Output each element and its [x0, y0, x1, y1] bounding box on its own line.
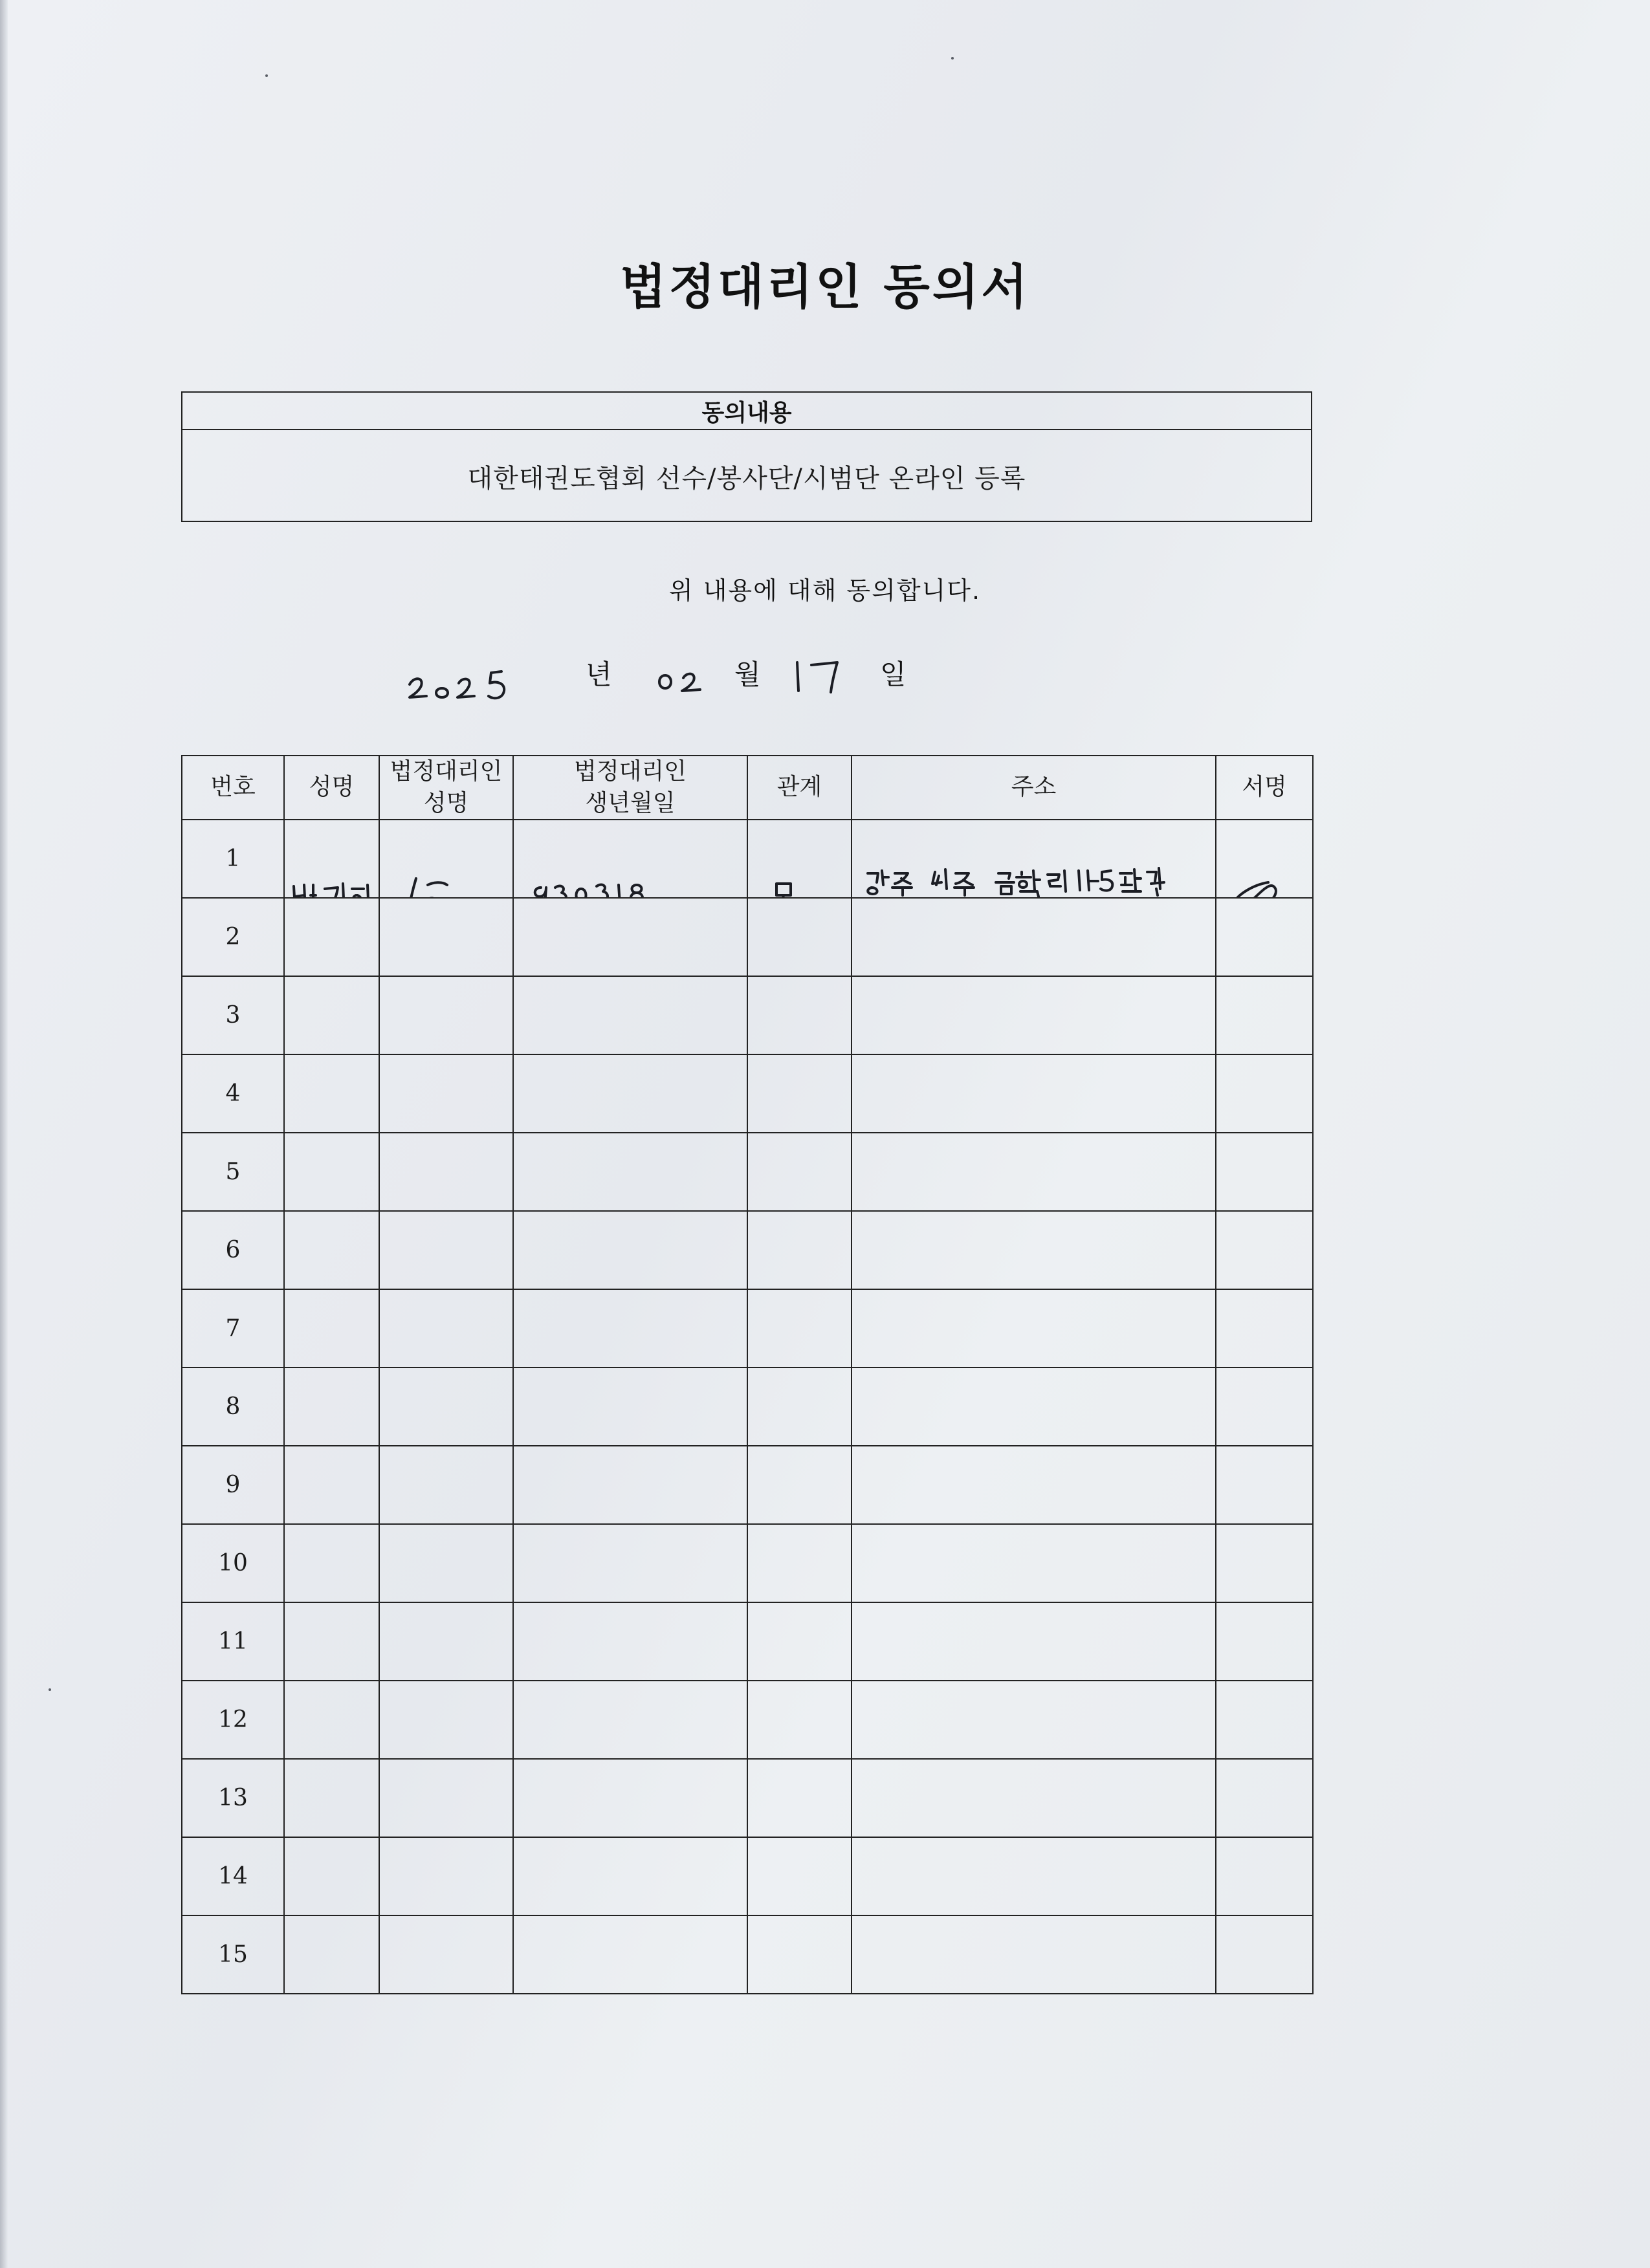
address-cell[interactable] — [852, 1837, 1216, 1915]
year-label: 년 — [586, 659, 612, 690]
address-cell[interactable] — [852, 1602, 1216, 1681]
table-row — [182, 1054, 1313, 1133]
row-number: 7 — [182, 1289, 284, 1368]
guardian-birth-cell[interactable] — [513, 1524, 747, 1602]
signature-cell[interactable] — [1216, 1759, 1313, 1837]
handwritten-relation — [748, 859, 852, 899]
signature-cell[interactable] — [1216, 1133, 1313, 1211]
header-guardian-name-line2: 성명 — [423, 789, 469, 816]
relation-cell[interactable] — [747, 976, 852, 1054]
handwritten-month — [654, 666, 712, 699]
header-guardian-name-line1: 법정대리인 — [390, 758, 503, 785]
guardian-birth-cell[interactable] — [513, 1602, 747, 1681]
month-label: 월 — [734, 659, 761, 690]
handwritten-name-strokes — [285, 859, 379, 899]
row-number: 1 — [182, 820, 284, 898]
signature-cell[interactable] — [1216, 1915, 1313, 1994]
guardian-name-cell[interactable] — [379, 1915, 513, 1994]
scan-edge-shadow — [0, 0, 8, 2268]
guardian-name-cell[interactable] — [379, 1446, 513, 1524]
signature-cell[interactable] — [1216, 1602, 1313, 1681]
address-cell[interactable] — [852, 976, 1216, 1054]
relation-cell[interactable] — [747, 1837, 852, 1915]
table-row — [182, 1133, 1313, 1211]
header-signature: 서명 — [1216, 756, 1313, 820]
relation-cell[interactable] — [747, 1211, 852, 1289]
header-guardian-birth — [513, 756, 747, 820]
table-row — [182, 1524, 1313, 1602]
signature-cell[interactable] — [1216, 1681, 1313, 1759]
signature-cell[interactable] — [1216, 1524, 1313, 1602]
table-row — [182, 1602, 1313, 1681]
table-row — [182, 1368, 1313, 1446]
name-cell[interactable] — [284, 1837, 379, 1915]
guardian-signature-name — [379, 820, 513, 898]
table-row — [182, 1915, 1313, 1994]
header-guardian-birth-line1: 법정대리인 — [574, 758, 687, 785]
address-cell[interactable] — [852, 1681, 1216, 1759]
guardian-birth-cell[interactable] — [513, 1054, 747, 1133]
row-number: 4 — [182, 1054, 284, 1133]
guardian-name-cell[interactable] — [379, 1524, 513, 1602]
consent-heading: 동의내용 — [182, 393, 1311, 430]
relation-cell[interactable] — [747, 1054, 852, 1133]
guardian-birth-cell[interactable] — [513, 976, 747, 1054]
row-number: 9 — [182, 1446, 284, 1524]
guardian-birth-cell[interactable] — [513, 1759, 747, 1837]
signature-cell[interactable] — [1216, 1054, 1313, 1133]
guardian-name-cell[interactable] — [379, 1759, 513, 1837]
name-cell[interactable] — [284, 1759, 379, 1837]
name-cell[interactable] — [284, 1133, 379, 1211]
row-number: 14 — [182, 1837, 284, 1915]
guardian-birth-value — [513, 820, 747, 898]
name-cell[interactable] — [284, 1681, 379, 1759]
relation-cell[interactable] — [747, 1915, 852, 1994]
guardian-birth-cell[interactable] — [513, 1915, 747, 1994]
row-number: 5 — [182, 1133, 284, 1211]
document-title: 법정대리인 동의서 — [620, 259, 1030, 315]
table-row — [182, 1289, 1313, 1368]
relation-value — [747, 820, 852, 898]
handwritten-signature — [1216, 859, 1313, 899]
relation-cell[interactable] — [747, 1759, 852, 1837]
row-number: 12 — [182, 1681, 284, 1759]
row-number: 11 — [182, 1602, 284, 1681]
relation-cell[interactable] — [747, 1289, 852, 1368]
guardian-birth-cell[interactable] — [513, 1211, 747, 1289]
guardian-table — [181, 755, 1314, 1994]
guardian-name-cell[interactable] — [379, 1837, 513, 1915]
guardian-name-cell[interactable] — [379, 1368, 513, 1446]
consent-content: 대한태권도협회 선수/봉사단/시범단 온라인 등록 — [467, 463, 1026, 494]
guardian-name-cell[interactable] — [379, 1602, 513, 1681]
header-guardian-birth-line2: 생년월일 — [585, 789, 676, 816]
relation-cell[interactable] — [747, 1602, 852, 1681]
name-cell[interactable] — [284, 1211, 379, 1289]
relation-cell[interactable] — [747, 1681, 852, 1759]
row-number: 15 — [182, 1915, 284, 1994]
address-cell[interactable] — [852, 1211, 1216, 1289]
signature-value — [1216, 820, 1313, 898]
consent-box — [181, 391, 1312, 522]
table-row — [182, 1837, 1313, 1915]
row-number: 13 — [182, 1759, 284, 1837]
header-guardian-name — [379, 756, 513, 820]
relation-cell[interactable] — [747, 1524, 852, 1602]
address-cell[interactable] — [852, 1289, 1216, 1368]
address-cell[interactable] — [852, 1446, 1216, 1524]
handwritten-address — [852, 859, 1216, 899]
row-number: 2 — [182, 898, 284, 976]
guardian-name-cell[interactable] — [379, 898, 513, 976]
relation-cell[interactable] — [747, 1368, 852, 1446]
date-line — [0, 647, 1650, 705]
name-cell[interactable] — [284, 1602, 379, 1681]
table-row — [182, 1211, 1313, 1289]
guardian-name-cell[interactable] — [379, 1211, 513, 1289]
row-number: 6 — [182, 1211, 284, 1289]
handwritten-year — [404, 660, 514, 705]
scan-speck — [951, 57, 954, 60]
name-cell[interactable] — [284, 1054, 379, 1133]
guardian-signature-strokes — [380, 859, 513, 899]
name-cell[interactable] — [284, 1524, 379, 1602]
table-row — [182, 976, 1313, 1054]
signature-cell[interactable] — [1216, 1446, 1313, 1524]
table-row — [182, 1759, 1313, 1837]
header-name: 성명 — [284, 756, 379, 820]
signature-cell[interactable] — [1216, 898, 1313, 976]
signature-cell[interactable] — [1216, 976, 1313, 1054]
address-cell[interactable] — [852, 1759, 1216, 1837]
row-number: 3 — [182, 976, 284, 1054]
relation-cell[interactable] — [747, 898, 852, 976]
scan-speck — [265, 74, 268, 77]
header-address: 주소 — [852, 756, 1216, 820]
signature-cell[interactable] — [1216, 1837, 1313, 1915]
row-number: 8 — [182, 1368, 284, 1446]
address-cell[interactable] — [852, 1368, 1216, 1446]
table-header-row — [182, 756, 1313, 820]
address-cell[interactable] — [852, 1915, 1216, 1994]
table-row — [182, 898, 1313, 976]
table-row — [182, 1446, 1313, 1524]
address-cell[interactable] — [852, 1133, 1216, 1211]
relation-cell[interactable] — [747, 1446, 852, 1524]
relation-cell[interactable] — [747, 1133, 852, 1211]
header-no: 번호 — [182, 756, 284, 820]
guardian-name-cell[interactable] — [379, 1289, 513, 1368]
header-relation: 관계 — [747, 756, 852, 820]
guardian-name-cell[interactable] — [379, 1054, 513, 1133]
guardian-name-cell[interactable] — [379, 1133, 513, 1211]
name-cell[interactable] — [284, 1446, 379, 1524]
guardian-birth-cell[interactable] — [513, 1289, 747, 1368]
address-value — [852, 820, 1216, 898]
guardian-birth-cell[interactable] — [513, 1837, 747, 1915]
name-cell[interactable] — [284, 1289, 379, 1368]
name-cell[interactable] — [284, 898, 379, 976]
guardian-name-cell[interactable] — [379, 976, 513, 1054]
guardian-birth-cell[interactable] — [513, 898, 747, 976]
day-label: 일 — [880, 659, 907, 690]
guardian-name-cell[interactable] — [379, 1681, 513, 1759]
table-row — [182, 820, 1313, 898]
handwritten-birthdate — [514, 859, 747, 899]
name-cell[interactable] — [284, 1915, 379, 1994]
name-cell[interactable] — [284, 976, 379, 1054]
handwritten-name — [284, 820, 379, 898]
signature-cell[interactable] — [1216, 1368, 1313, 1446]
signature-cell[interactable] — [1216, 1289, 1313, 1368]
guardian-birth-cell[interactable] — [513, 1681, 747, 1759]
address-cell[interactable] — [852, 1054, 1216, 1133]
table-row — [182, 1681, 1313, 1759]
signature-cell[interactable] — [1216, 1211, 1313, 1289]
guardian-birth-cell[interactable] — [513, 1368, 747, 1446]
guardian-birth-cell[interactable] — [513, 1446, 747, 1524]
row-number: 10 — [182, 1524, 284, 1602]
name-cell[interactable] — [284, 1368, 379, 1446]
address-cell[interactable] — [852, 898, 1216, 976]
agreement-statement: 위 내용에 대해 동의합니다. — [668, 576, 982, 605]
address-cell[interactable] — [852, 1524, 1216, 1602]
guardian-birth-cell[interactable] — [513, 1133, 747, 1211]
handwritten-day — [789, 656, 848, 699]
scan-speck — [49, 1688, 51, 1691]
